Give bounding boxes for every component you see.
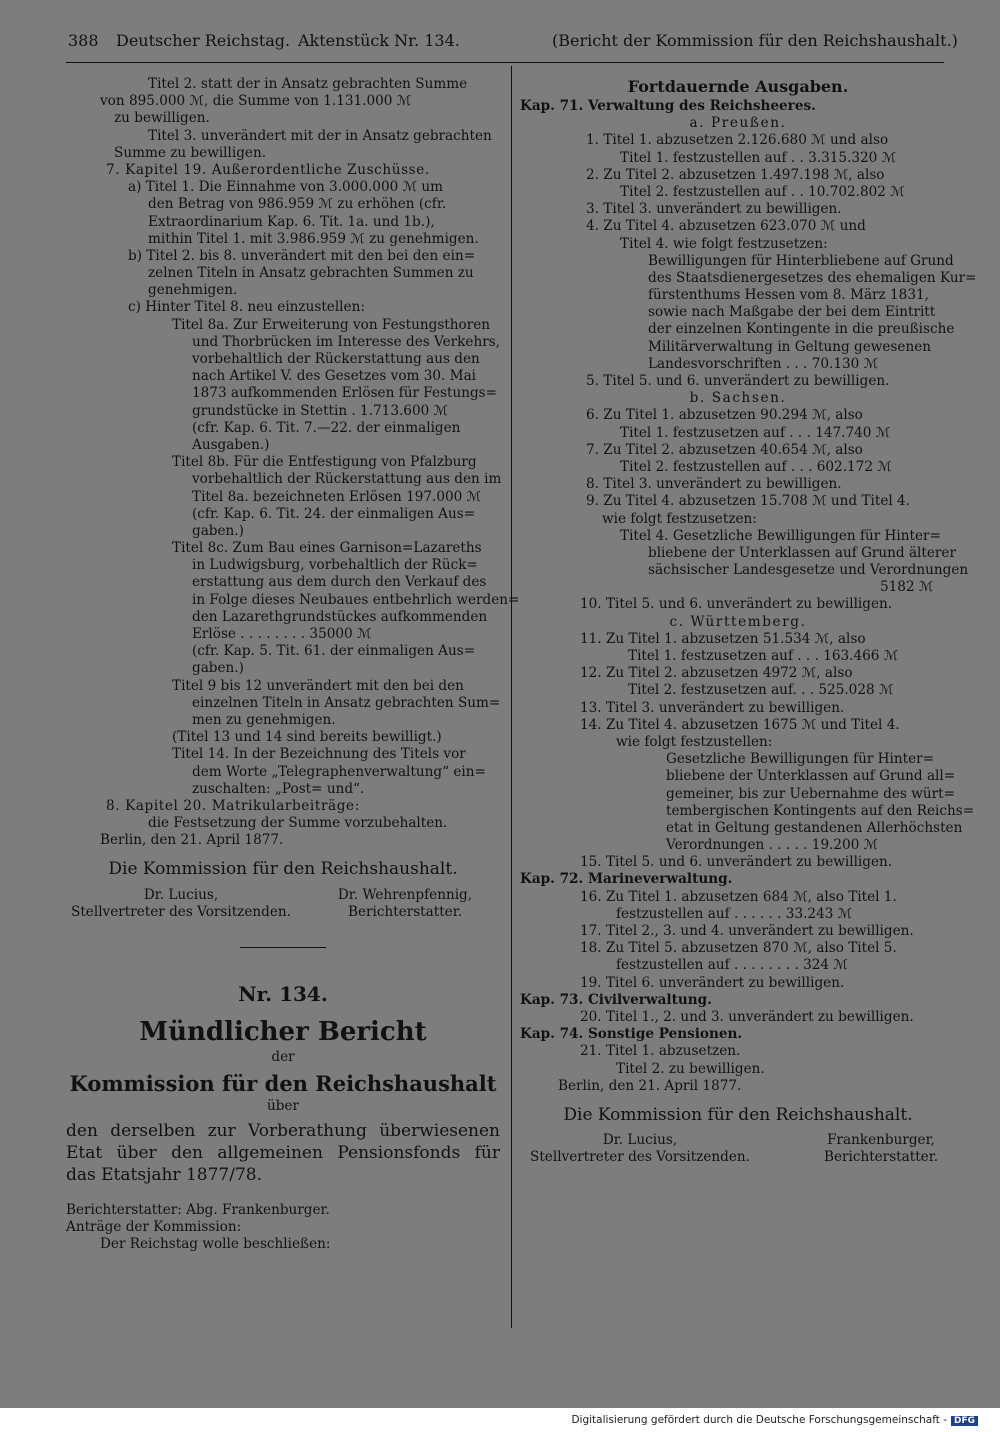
right-line: c. Württemberg. [669, 613, 807, 630]
left-line: Titel 9 bis 12 unverändert mit den bei den [172, 677, 464, 694]
left-line: dem Worte „Telegraphenverwaltung“ ein= [192, 763, 486, 780]
header-title: Deutscher Reichstag. [116, 31, 291, 50]
right-line: 17. Titel 2., 3. und 4. unverändert zu bewilligen. [580, 923, 914, 939]
left-line: a) Titel 1. Die Einnahme von 3.000.000 ℳ um [128, 179, 444, 196]
left-sig1-name: Dr. Lucius, [143, 886, 219, 903]
right-line: sächsischer Landesgesetze und Verordnungen [648, 562, 969, 579]
header-subject: (Bericht der Kommission für den Reichshaushalt.) [552, 31, 958, 50]
right-sig1-role: Stellvertreter des Vorsitzenden. [530, 1149, 750, 1166]
left-line: (cfr. Kap. 5. Tit. 61. der einmaligen Aus= [192, 643, 476, 660]
right-line: 18. Zu Titel 5. abzusetzen 870 ℳ, also Titel 5. [580, 940, 897, 957]
left-line: die Festsetzung der Summe vorzubehalten. [148, 815, 448, 832]
right-line: 5. Titel 5. und 6. unverändert zu bewilligen. [586, 373, 890, 389]
right-line: festzustellen auf . . . . . . . . 324 ℳ [616, 957, 848, 974]
left-line: (cfr. Kap. 6. Tit. 24. der einmaligen Aus= [192, 505, 476, 522]
right-line: 4. Zu Titel 4. abzusetzen 623.070 ℳ und [586, 218, 866, 235]
right-line: 19. Titel 6. unverändert zu bewilligen. [580, 974, 845, 991]
right-line: Titel 1. festzusetzen auf . . . 163.466 ℳ [628, 648, 899, 664]
left-line: (cfr. Kap. 6. Tit. 7.—22. der einmaligen [192, 419, 461, 436]
left-line: den Lazarethgrundstückes aufkommenden [192, 608, 488, 625]
right-line: 8. Titel 3. unverändert zu bewilligen. [586, 476, 842, 493]
right-commission: Die Kommission für den Reichshaushalt. [563, 1104, 913, 1125]
left-line: Titel 8c. Zum Bau eines Garnison=Lazareths [172, 540, 482, 557]
left-line: Erlöse . . . . . . . . 35000 ℳ [192, 626, 372, 642]
right-line: 21. Titel 1. abzusetzen. [580, 1043, 741, 1060]
right-line: 20. Titel 1., 2. und 3. unverändert zu bewilligen. [580, 1008, 914, 1025]
right-line: des Staatsdienergesetzes des ehemaligen Kur= [648, 269, 977, 286]
right-line: 9. Zu Titel 4. abzusetzen 15.708 ℳ und Titel 4. [586, 493, 911, 510]
report-subject-line: Etat über den allgemeinen Pensionsfonds für [66, 1142, 500, 1163]
left-line: Titel 8b. Für die Entfestigung von Pfalzburg [172, 454, 477, 471]
right-line: 1. Titel 1. abzusetzen 2.126.680 ℳ und also [586, 132, 889, 149]
right-line: Landesvorschriften . . . 70.130 ℳ [648, 355, 879, 372]
right-line: 15. Titel 5. und 6. unverändert zu bewilligen. [580, 854, 893, 871]
footer-text: Digitalisierung gefördert durch die Deutsche Forschungsgemeinschaft - [571, 1414, 947, 1426]
right-line: Titel 1. festzustellen auf . . 3.315.320 ℳ [620, 149, 897, 166]
header-document: Aktenstück Nr. 134. [298, 31, 460, 50]
left-line: Berlin, den 21. April 1877. [100, 832, 284, 849]
left-line: Titel 8a. Zur Erweiterung von Festungsthoren [172, 316, 490, 333]
right-line: sowie nach Maßgabe der bei dem Eintritt [648, 304, 936, 321]
left-line: men zu genehmigen. [192, 711, 336, 728]
right-line: Kap. 72. Marineverwaltung. [520, 871, 733, 888]
left-line: 7. Kapitel 19. Außerordentliche Zuschüsse. [106, 161, 430, 178]
left-sig2-name: Dr. Wehrenpfennig, [337, 886, 473, 903]
right-line: 16. Zu Titel 1. abzusetzen 684 ℳ, also Titel 1. [580, 888, 897, 905]
left-line: Titel 8a. bezeichneten Erlösen 197.000 ℳ [192, 488, 482, 505]
right-line: 7. Zu Titel 2. abzusetzen 40.654 ℳ, also [586, 441, 863, 458]
dfg-logo: DFG [951, 1416, 978, 1426]
left-line: zuschalten: „Post= und“. [192, 780, 365, 797]
right-text [520, 98, 977, 1095]
right-line: 3. Titel 3. unverändert zu bewilligen. [586, 201, 842, 218]
right-line: 5182 ℳ [880, 579, 934, 596]
left-line: von 895.000 ℳ, die Summe von 1.131.000 ℳ [100, 93, 412, 110]
right-column [520, 76, 977, 1166]
right-line: Titel 2. festzusetzen auf. . . 525.028 ℳ [628, 682, 894, 699]
right-line: Kap. 73. Civilverwaltung. [520, 991, 712, 1008]
right-sig2-name: Frankenburger, [827, 1132, 935, 1149]
left-line: grundstücke in Stettin . 1.713.600 ℳ [192, 402, 449, 419]
right-line: festzustellen auf . . . . . . 33.243 ℳ [616, 905, 853, 922]
left-line: c) Hinter Titel 8. neu einzustellen: [128, 299, 365, 316]
right-line: Titel 4. wie folgt festzusetzen: [620, 235, 828, 252]
left-line: gaben.) [192, 660, 244, 677]
right-line: bliebene der Unterklassen auf Grund all= [666, 768, 956, 785]
left-line: den Betrag von 986.959 ℳ zu erhöhen (cfr. [148, 196, 447, 213]
left-line: 1873 aufkommenden Erlösen für Festungs= [192, 385, 498, 402]
left-line: vorbehaltlich der Rückerstattung aus den [192, 351, 480, 367]
left-line: mithin Titel 1. mit 3.986.959 ℳ zu genehmigen. [148, 230, 479, 247]
right-line: Verordnungen . . . . . 19.200 ℳ [666, 837, 879, 854]
separator-rule [240, 947, 326, 948]
commission-title: Kommission für den Reichshaushalt [69, 1071, 497, 1097]
right-sig2-role: Berichterstatter. [823, 1149, 939, 1166]
left-text [66, 76, 520, 849]
left-column [66, 76, 520, 1253]
left-line: genehmigen. [148, 282, 238, 299]
left-line: 8. Kapitel 20. Matrikularbeiträge: [106, 797, 360, 814]
right-line: 14. Zu Titel 4. abzusetzen 1675 ℳ und Titel 4. [580, 716, 900, 733]
report-title: Mündlicher Bericht [139, 1017, 427, 1048]
column-divider [511, 66, 512, 1328]
right-signatures [520, 1132, 956, 1166]
right-line: Berlin, den 21. April 1877. [558, 1077, 742, 1094]
report-subject-line: den derselben zur Vorberathung überwiesenen [66, 1120, 500, 1141]
left-line: Titel 14. In der Bezeichnung des Titels vor [172, 746, 466, 763]
right-line: 2. Zu Titel 2. abzusetzen 1.497.198 ℳ, also [586, 166, 885, 183]
right-line: 11. Zu Titel 1. abzusetzen 51.534 ℳ, also [580, 630, 866, 647]
report-subject-line: das Etatsjahr 1877/78. [66, 1164, 262, 1185]
left-line: erstattung aus dem durch den Verkauf des [192, 574, 487, 591]
left-line: vorbehaltlich der Rückerstattung aus den im [192, 471, 502, 488]
left-line: (Titel 13 und 14 sind bereits bewilligt.) [172, 729, 442, 746]
right-line: fürstenthums Hessen vom 8. März 1831, [648, 287, 929, 304]
right-line: gemeiner, bis zur Uebernahme des würt= [666, 785, 955, 802]
report-der: der [271, 1049, 295, 1066]
left-line: gaben.) [192, 522, 244, 539]
report-intro-line: Anträge der Kommission: [66, 1218, 242, 1235]
left-line: Titel 2. statt der in Ansatz gebrachten Summe [148, 76, 468, 92]
right-line: Titel 2. zu bewilligen. [616, 1060, 765, 1077]
right-line: tembergischen Kontingents auf den Reichs= [666, 802, 975, 819]
right-line: wie folgt festzustellen: [616, 733, 773, 750]
report-ueber: über [267, 1098, 299, 1115]
right-line: 13. Titel 3. unverändert zu bewilligen. [580, 699, 845, 716]
report-intro-line: Berichterstatter: Abg. Frankenburger. [66, 1201, 330, 1218]
left-line: und Thorbrücken im Interesse des Verkehrs, [192, 333, 501, 350]
right-line: wie folgt festzusetzen: [602, 510, 757, 527]
left-line: nach Artikel V. des Gesetzes vom 30. Mai [192, 368, 477, 385]
report-number: Nr. 134. [238, 982, 328, 1007]
right-line: Militärverwaltung in Geltung gewesenen [648, 338, 932, 355]
header-rule [66, 62, 944, 63]
right-line: Gesetzliche Bewilligungen für Hinter= [666, 751, 935, 768]
left-sig1-role: Stellvertreter des Vorsitzenden. [71, 903, 291, 920]
left-line: Summe zu bewilligen. [114, 144, 267, 161]
left-line: Extraordinarium Kap. 6. Tit. 1a. und 1b.), [148, 213, 435, 230]
right-line: Titel 1. festzusetzen auf . . . 147.740 ℳ [620, 424, 891, 441]
right-line: Bewilligungen für Hinterbliebene auf Grund [648, 252, 954, 269]
left-line: einzelnen Titeln in Ansatz gebrachten Sum= [192, 694, 501, 711]
left-line: b) Titel 2. bis 8. unverändert mit den bei den ein= [128, 247, 476, 264]
right-line: Titel 2. festzustellen auf . . . 602.172 ℳ [620, 458, 892, 475]
right-line: a. Preußen. [689, 115, 787, 132]
right-line: Titel 2. festzustellen auf . . 10.702.802 ℳ [620, 183, 905, 200]
page-header [68, 31, 958, 58]
left-line: in Ludwigsburg, vorbehaltlich der Rück= [192, 557, 478, 574]
left-sig2-role: Berichterstatter. [347, 903, 463, 920]
left-commission: Die Kommission für den Reichshaushalt. [108, 859, 458, 880]
left-line: zelnen Titeln in Ansatz gebrachten Summen zu [148, 265, 474, 282]
report-subject [66, 1120, 500, 1186]
left-line: in Folge dieses Neubaues entbehrlich werden= [192, 591, 520, 608]
right-heading: Fortdauernde Ausgaben. [627, 77, 849, 96]
right-line: bliebene der Unterklassen auf Grund älterer [648, 544, 956, 561]
left-line: zu bewilligen. [114, 110, 210, 127]
right-line: b. Sachsen. [689, 390, 787, 407]
footer-credit [571, 1414, 978, 1426]
right-line: Titel 4. Gesetzliche Bewilligungen für Hinter= [620, 527, 941, 544]
report-intro [66, 1202, 500, 1254]
right-line: etat in Geltung gestandenen Allerhöchsten [666, 819, 963, 836]
left-signatures [66, 887, 500, 921]
right-line: 10. Titel 5. und 6. unverändert zu bewilligen. [580, 596, 893, 613]
report-intro-line: Der Reichstag wolle beschließen: [100, 1236, 331, 1253]
left-line: Ausgaben.) [192, 436, 270, 453]
right-line: 12. Zu Titel 2. abzusetzen 4972 ℳ, also [580, 665, 853, 682]
left-line: Titel 3. unverändert mit der in Ansatz gebrachten [148, 127, 492, 144]
right-sig1-name: Dr. Lucius, [602, 1132, 678, 1149]
right-line: Kap. 74. Sonstige Pensionen. [520, 1026, 743, 1043]
right-line: 6. Zu Titel 1. abzusetzen 90.294 ℳ, also [586, 407, 863, 424]
page-number: 388 [68, 31, 99, 50]
right-line: Kap. 71. Verwaltung des Reichsheeres. [520, 98, 816, 114]
right-line: der einzelnen Kontingente in die preußische [648, 321, 955, 338]
